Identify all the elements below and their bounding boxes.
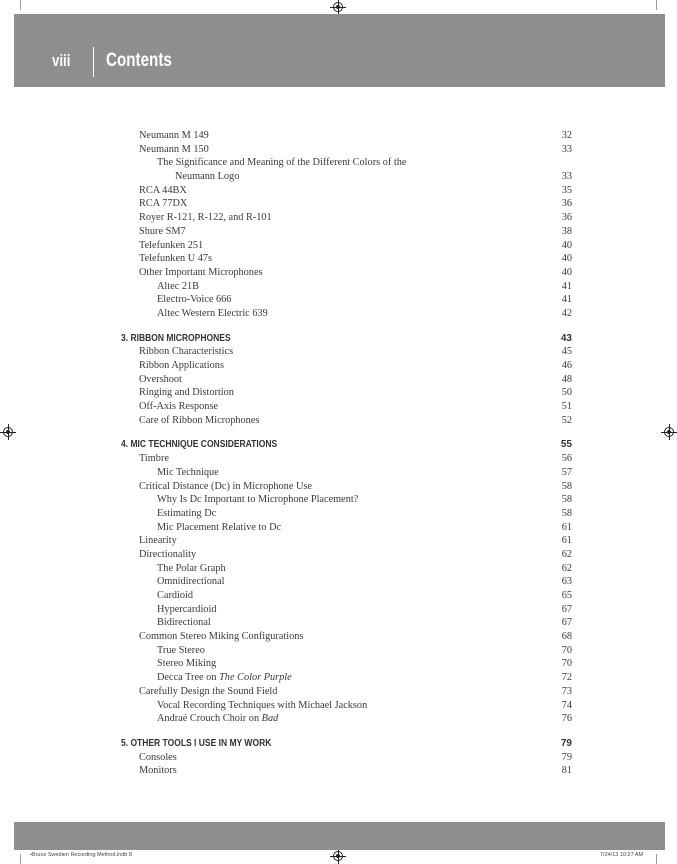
- registration-mark-icon: [664, 427, 674, 437]
- toc-section-entry: [121, 225, 572, 239]
- toc-entry-text: The Polar Graph: [157, 562, 226, 574]
- toc-entry-text: Common Stereo Miking Configurations: [139, 631, 304, 643]
- toc-page-number: 41: [561, 280, 572, 292]
- toc-page-number: 79: [560, 737, 572, 749]
- toc-entry-text: Carefully Design the Sound Field: [139, 685, 278, 697]
- toc-entry-label: [139, 211, 272, 225]
- crop-mark: [20, 854, 21, 864]
- toc-entry-text: Off-Axis Response: [139, 401, 219, 413]
- toc-entry-text: RCA 44BX: [139, 184, 187, 196]
- toc-section-entry: [121, 143, 572, 157]
- toc-page-number: 42: [561, 307, 572, 319]
- toc-entry-label: [157, 466, 219, 480]
- toc-entry-label: [157, 562, 226, 576]
- toc-subsection-entry: [121, 307, 572, 321]
- toc-page-number: 46: [561, 360, 572, 371]
- toc-page-number: 79: [561, 751, 572, 763]
- toc-section-entry: [121, 548, 572, 562]
- toc-subsection-entry: [121, 156, 572, 170]
- toc-entry-label: [139, 630, 303, 644]
- toc-entry-label: [139, 225, 186, 239]
- toc-page-number: 48: [561, 373, 572, 385]
- toc-page-number: 70: [561, 658, 572, 670]
- toc-entry-label: [139, 764, 177, 778]
- toc-chapter-heading: [121, 737, 572, 751]
- toc-entry-text: Neumann M 150: [139, 143, 209, 155]
- table-of-contents: [121, 129, 572, 778]
- toc-entry-text: Other Important Microphones: [139, 266, 263, 278]
- toc-entry-text: 4. MIC TECHNIQUE CONSIDERATIONS: [121, 439, 278, 451]
- toc-subsection-entry: [121, 293, 572, 307]
- crop-mark: [20, 0, 21, 10]
- toc-entry-label: [139, 197, 187, 211]
- toc-page-number: 41: [561, 294, 572, 306]
- toc-entry-label: [139, 266, 263, 280]
- toc-subsection-entry: [121, 616, 572, 630]
- toc-entry-text: 5. OTHER TOOLS I USE IN MY WORK: [121, 737, 272, 749]
- toc-entry-text: Consoles: [139, 751, 177, 763]
- toc-entry-label: [139, 685, 277, 699]
- toc-entry-label: [139, 345, 233, 359]
- toc-section-entry: [121, 685, 572, 699]
- toc-entry-text: Altec Western Electric 639: [157, 307, 268, 319]
- toc-page-number: 50: [561, 387, 572, 399]
- toc-entry-text: Royer R-121, R-122, and R-101: [139, 212, 272, 224]
- toc-page-number: 58: [561, 507, 572, 519]
- toc-entry-label: [175, 170, 239, 184]
- toc-entry-label: [157, 699, 367, 713]
- toc-page-number: 55: [560, 439, 572, 451]
- toc-entry-italic-title: Bad: [261, 713, 279, 725]
- toc-entry-label: [139, 480, 312, 494]
- toc-entry-text: Ringing and Distortion: [139, 387, 234, 399]
- toc-page-number: 61: [561, 535, 572, 547]
- toc-section-entry: [121, 252, 572, 266]
- toc-entry-label: [139, 129, 209, 143]
- toc-entry-label: [157, 603, 216, 617]
- registration-mark-icon: [3, 427, 13, 437]
- toc-subsection-entry: [121, 466, 572, 480]
- toc-entry-text: Why Is Dc Important to Microphone Placement?: [157, 494, 359, 506]
- toc-entry-label: [139, 359, 224, 373]
- toc-page-number: 63: [561, 576, 572, 588]
- toc-section-entry: [121, 129, 572, 143]
- toc-entry-text: Electro-Voice 666: [157, 294, 232, 306]
- toc-entry-label: [157, 507, 216, 521]
- toc-entry-label: [157, 575, 224, 589]
- toc-entry-label: [139, 184, 187, 198]
- toc-section-entry: [121, 345, 572, 359]
- toc-entry-text: Timbre: [139, 453, 169, 465]
- toc-page-number: 65: [561, 590, 572, 601]
- toc-section-entry: [121, 359, 572, 373]
- toc-entry-text: Monitors: [139, 765, 177, 777]
- toc-entry-label: [157, 712, 278, 726]
- toc-entry-text: Omnidirectional: [157, 576, 225, 588]
- toc-entry-text: Critical Distance (Dc) in Microphone Use: [139, 480, 312, 492]
- toc-page-number: 51: [561, 401, 572, 413]
- toc-section-entry: [121, 197, 572, 211]
- toc-page-number: 32: [561, 130, 572, 141]
- toc-entry-text: Ribbon Applications: [139, 360, 224, 371]
- toc-entry-text: Stereo Miking: [157, 658, 217, 670]
- toc-subsection-entry: [121, 280, 572, 294]
- toc-subsection-entry: [121, 671, 572, 685]
- toc-section-entry: [121, 764, 572, 778]
- registration-mark-icon: [333, 851, 343, 861]
- toc-page-number: 40: [561, 253, 572, 265]
- running-footer: [14, 822, 665, 850]
- toc-page-number: 45: [561, 346, 572, 358]
- toc-page-number: 58: [561, 494, 572, 506]
- toc-section-entry: [121, 452, 572, 466]
- toc-subsection-entry: [121, 562, 572, 576]
- toc-page-number: 81: [561, 765, 572, 777]
- toc-entry-italic-title: The Color Purple: [219, 672, 292, 684]
- toc-entry-label: [139, 373, 182, 387]
- toc-page-number: 61: [561, 521, 572, 533]
- toc-entry-label: [139, 414, 259, 428]
- running-header: [14, 14, 665, 87]
- toc-entry-label: [121, 737, 271, 751]
- toc-entry-text: Hypercardioid: [157, 603, 217, 615]
- toc-entry-text: Directionality: [139, 548, 197, 560]
- toc-entry-text: Decca Tree on: [157, 672, 220, 684]
- toc-entry-text: True Stereo: [157, 644, 205, 656]
- toc-entry-text: Mic Placement Relative to Dc: [157, 521, 282, 533]
- toc-subsection-entry: [121, 603, 572, 617]
- registration-mark-icon: [333, 2, 343, 12]
- toc-entry-text: Cardioid: [157, 590, 194, 601]
- toc-entry-label: [139, 239, 203, 253]
- toc-entry-text: Linearity: [139, 535, 177, 547]
- toc-page-number: 67: [561, 603, 572, 615]
- toc-section-entry: [121, 184, 572, 198]
- toc-page-number: 33: [561, 171, 572, 183]
- toc-page-number: 62: [561, 562, 572, 574]
- toc-page-number: 36: [561, 198, 572, 210]
- toc-entry-text: Altec 21B: [157, 280, 200, 292]
- toc-page-number: 67: [561, 617, 572, 629]
- toc-subsection-entry: [121, 712, 572, 726]
- toc-page-number: 35: [561, 184, 572, 196]
- file-slug: •Bruce Swedien Recording Method.indb 8: [30, 852, 132, 858]
- toc-page-number: 57: [561, 466, 572, 478]
- toc-entry-label: [139, 400, 218, 414]
- toc-section-entry: [121, 386, 572, 400]
- toc-page-number: 62: [561, 548, 572, 560]
- toc-page-number: 52: [561, 414, 572, 426]
- crop-mark: [656, 854, 657, 864]
- toc-entry-label: [139, 534, 177, 548]
- toc-entry-label: [157, 671, 292, 685]
- page-number: viii: [52, 51, 71, 70]
- toc-entry-label: [139, 452, 169, 466]
- toc-page-number: 33: [561, 143, 572, 155]
- toc-subsection-entry: [121, 644, 572, 658]
- toc-subsection-entry: [121, 699, 572, 713]
- toc-entry-label: [157, 280, 199, 294]
- toc-entry-label: [139, 252, 212, 266]
- toc-page-number: 36: [561, 212, 572, 224]
- toc-entry-label: [121, 332, 231, 346]
- toc-entry-text: Estimating Dc: [157, 507, 217, 519]
- toc-entry-label: [157, 521, 281, 535]
- toc-page-number: 40: [561, 239, 572, 251]
- toc-entry-label: [157, 644, 205, 658]
- toc-entry-label: [121, 438, 277, 452]
- crop-mark: [656, 0, 657, 10]
- toc-entry-text: Care of Ribbon Microphones: [139, 414, 260, 426]
- toc-subsection-entry: [121, 589, 572, 603]
- toc-entry-label: [139, 386, 234, 400]
- toc-section-entry: [121, 211, 572, 225]
- toc-entry-text: Mic Technique: [157, 466, 219, 478]
- toc-entry-label: [139, 548, 196, 562]
- toc-entry-label: [157, 589, 193, 603]
- toc-page-number: 72: [561, 672, 572, 684]
- toc-section-entry: [121, 630, 572, 644]
- toc-page-number: 43: [560, 332, 572, 344]
- toc-entry-label: [157, 616, 211, 630]
- toc-section-entry: [121, 534, 572, 548]
- toc-page-number: 40: [561, 266, 572, 278]
- toc-entry-text: Telefunken U 47s: [139, 253, 213, 265]
- toc-subsection-entry: [121, 575, 572, 589]
- toc-entry-label: [157, 293, 231, 307]
- toc-page-number: 73: [561, 685, 572, 697]
- toc-subsection-entry: [121, 507, 572, 521]
- toc-page-number: 38: [561, 225, 572, 237]
- toc-section-entry: [121, 373, 572, 387]
- toc-page-number: 76: [561, 713, 572, 725]
- toc-entry-text: 3. RIBBON MICROPHONES: [121, 332, 231, 344]
- toc-entry-text: Vocal Recording Techniques with Michael Jackson: [157, 699, 368, 711]
- toc-page-number: 74: [561, 699, 572, 711]
- toc-chapter-heading: [121, 438, 572, 452]
- toc-page-number: 56: [561, 453, 572, 465]
- toc-entry-text: Neumann Logo: [175, 171, 240, 183]
- toc-entry-text: Shure SM7: [139, 225, 186, 237]
- toc-subsection-entry: [121, 521, 572, 535]
- toc-entry-label: [157, 493, 358, 507]
- toc-section-entry: [121, 751, 572, 765]
- toc-entry-text: Ribbon Characteristics: [139, 346, 234, 358]
- toc-page-number: 68: [561, 631, 572, 643]
- toc-subsection-entry: [121, 657, 572, 671]
- toc-subsection-entry: [121, 493, 572, 507]
- toc-section-entry: [121, 414, 572, 428]
- toc-section-entry: [121, 480, 572, 494]
- toc-section-entry: [121, 239, 572, 253]
- toc-entry-text: The Significance and Meaning of the Different Colors of the: [157, 157, 407, 169]
- toc-continuation-line: [121, 170, 572, 184]
- toc-entry-label: [139, 751, 177, 765]
- header-divider: [93, 47, 94, 77]
- toc-chapter-heading: [121, 332, 572, 346]
- toc-entry-text: Bidirectional: [157, 617, 211, 629]
- toc-entry-text: Overshoot: [139, 373, 182, 385]
- toc-entry-text: RCA 77DX: [139, 198, 188, 210]
- toc-section-entry: [121, 266, 572, 280]
- toc-page-number: 58: [561, 480, 572, 492]
- toc-entry-label: [157, 307, 268, 321]
- toc-entry-label: [139, 143, 209, 157]
- date-slug: 7/24/13 10:27 AM: [600, 852, 644, 858]
- toc-page-number: 70: [561, 644, 572, 656]
- toc-entry-label: [157, 156, 406, 170]
- toc-entry-text: Andraé Crouch Choir on: [157, 713, 262, 725]
- toc-entry-text: Neumann M 149: [139, 130, 209, 141]
- page-title: Contents: [106, 50, 172, 71]
- toc-entry-label: [157, 657, 216, 671]
- toc-section-entry: [121, 400, 572, 414]
- toc-entry-text: Telefunken 251: [139, 239, 204, 251]
